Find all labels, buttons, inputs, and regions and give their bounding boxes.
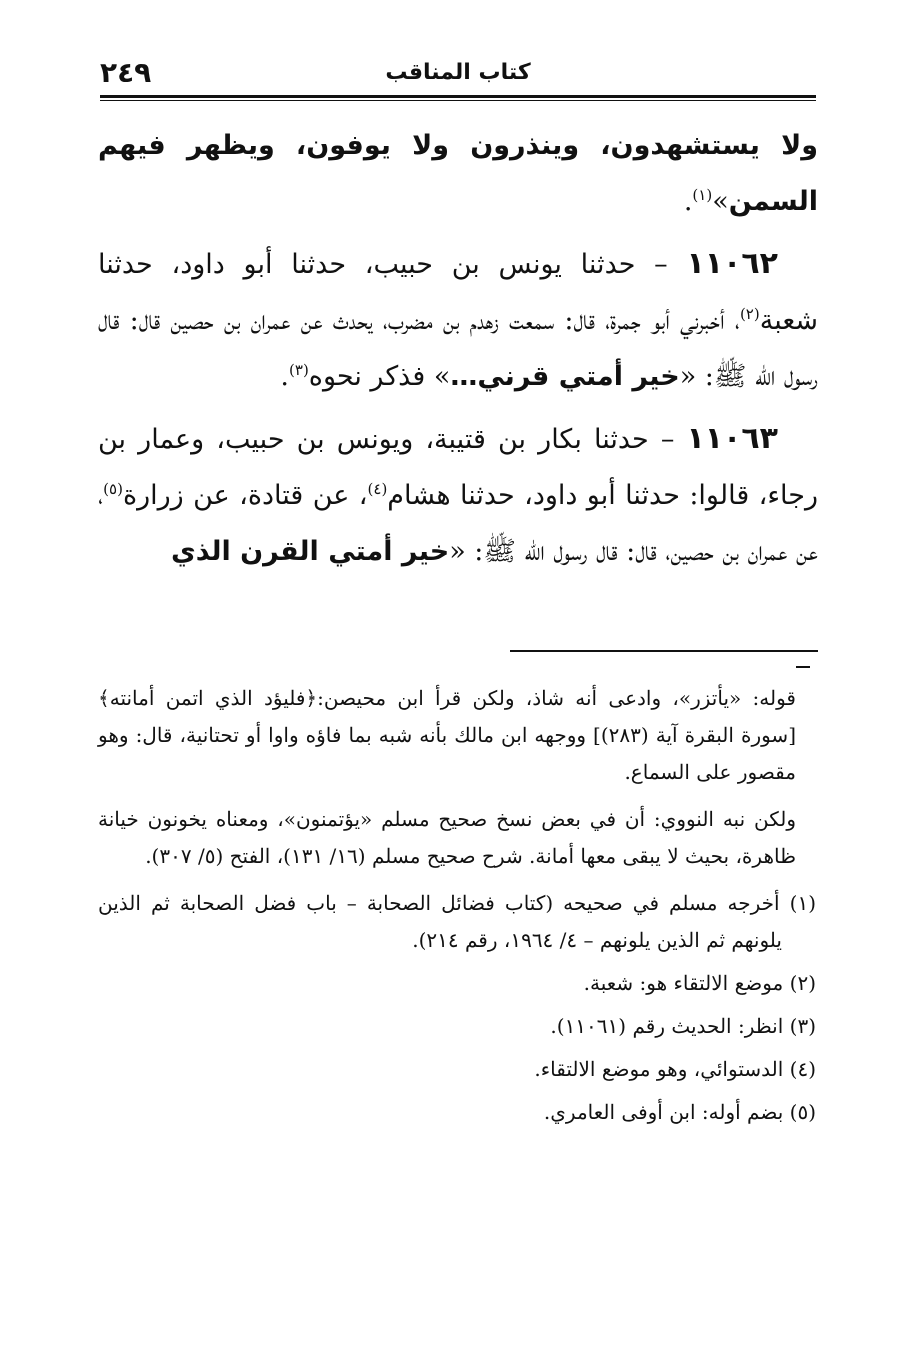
hadith-matn: خير أمتي القرن الذي [171, 536, 450, 567]
closing-quote: » [712, 186, 729, 217]
hadith-number: ١١٠٦٣ [686, 421, 778, 456]
header-rule-thick [100, 95, 816, 98]
footnote-continuation: قوله: «يأتزر»، وادعى أنه شاذ، ولكن قرأ ابن محيصن:﴿فليؤد الذي اتمن أمانته﴾ [سورة البقرة آية (٢٨٣)] ووجهه ابن مالك بأنه شبه بما فاؤه واوا أو تحتانية، قال: وهو مقصور على السماع. [98, 686, 796, 784]
header-rule-thin [100, 100, 816, 101]
hadith-text: – حدثنا بكار بن قتيبة، ويونس بن حبيب، وعمار بن رجاء، قالوا: حدثنا أبو داود، حدثنا هشام [98, 424, 818, 511]
hadith-11063 [98, 411, 818, 580]
footnote-5 [98, 1094, 816, 1131]
footnote-continuation: ولكن نبه النووي: أن في بعض نسخ صحيح مسلم «يؤتمنون»، ومعناه يخونون خيانة ظاهرة، بحيث لا يبقى معها أمانة. شرح صحيح مسلم (١٦/ ١٣١)، الفتح (٥/ ٣٠٧). [98, 807, 796, 868]
footnotes [98, 680, 816, 1137]
footnote-4 [98, 1051, 816, 1088]
continuation-paragraph [98, 118, 818, 230]
footnote-ref: (٣) [289, 361, 309, 379]
footnote-text: أخرجه مسلم في صحيحه (كتاب فضائل الصحابة – باب فضل الصحابة ثم الذين يلونهم ثم الذين يلونهم – ٤/ ١٩٦٤، رقم ٢١٤). [98, 891, 782, 952]
period: . [683, 186, 693, 217]
hadith-text: ، عن عمران بن حصين، قال: قال رسول الله ﷺ: « [98, 480, 818, 567]
hadith-number: ١١٠٦٢ [686, 246, 778, 281]
footnote-2 [98, 965, 816, 1002]
footnote-text: بضم أوله: ابن أوفى العامري. [543, 1100, 784, 1124]
footnote-marker: (١) [789, 891, 816, 915]
footnote-marker: (٤) [789, 1057, 816, 1081]
footnote-1 [98, 885, 816, 959]
running-header [100, 56, 816, 96]
hadith-text: – حدثنا يونس بن حبيب، حدثنا أبو داود، حدثنا شعبة [98, 249, 818, 336]
hadith-text: » فذكر نحوه [308, 361, 451, 392]
hadith-11062 [98, 236, 818, 405]
footnote-separator [510, 650, 818, 652]
period: . [280, 361, 290, 392]
footnote-text: موضع الالتقاء هو: شعبة. [583, 971, 784, 995]
hadith-continuation-text: ولا يستشهدون، وينذرون ولا يوفون، ويظهر فيهم السمن [98, 130, 818, 217]
main-text [98, 118, 818, 586]
footnote-ref: (١) [692, 186, 713, 204]
continuation-dash [796, 666, 810, 668]
footnote-ref: (٢) [739, 305, 760, 323]
footnote-marker: (٢) [789, 971, 816, 995]
footnote-marker: (٣) [789, 1014, 816, 1038]
chapter-title: كتاب المناقب [385, 60, 531, 85]
hadith-text: ، عن قتادة، عن زرارة [122, 480, 368, 511]
footnote-ref: (٥) [103, 480, 123, 498]
footnote-text: انظر: الحديث رقم (١١٠٦١). [550, 1014, 784, 1038]
footnote-marker: (٥) [789, 1100, 816, 1124]
hadith-matn: خير أمتي قرني… [450, 361, 680, 392]
footnote-3 [98, 1008, 816, 1045]
footnote-ref: (٤) [367, 480, 388, 498]
page-number: ٢٤٩ [100, 56, 152, 89]
hadith-text: ، أخبرني أبو جمرة، قال: سمعت زهدم بن مضرب، يحدث عن عمران بن حصين قال: قال رسول الله ﷺ: « [98, 305, 818, 392]
footnote-text: الدستوائي، وهو موضع الالتقاء. [534, 1057, 784, 1081]
